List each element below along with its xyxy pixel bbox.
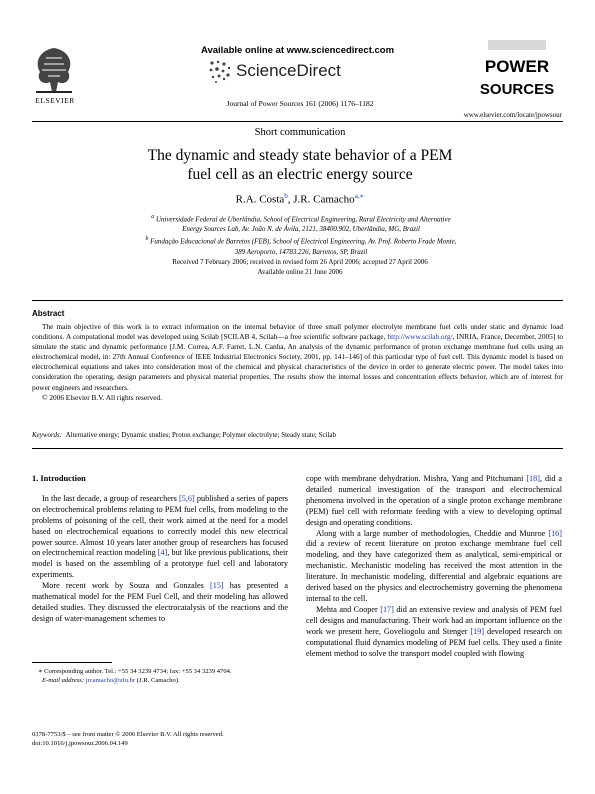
citation-link-5-6[interactable]: [5,6]	[178, 493, 195, 503]
affiliation-b-line-2: 389 Aeroporto, 14783.226, Barretos, SP, Brazil	[234, 247, 368, 256]
affiliations	[96, 212, 506, 257]
author-costa-affiliation-mark[interactable]: b	[284, 192, 288, 200]
available-online-text: Available online at www.sciencedirect.com	[200, 45, 395, 56]
available-online-date: Available online 21 June 2006	[257, 268, 343, 276]
footnote-rule	[32, 662, 112, 663]
article-type: Short communication	[254, 127, 346, 138]
article-title	[100, 146, 500, 184]
intro-p1-text-c: , but like previous publications, their model is based on the assembling of a prototype fuel cell and laboratory experiments.	[32, 548, 288, 580]
received-dates: Received 7 February 2006; received in revised form 26 April 2006; accepted 27 April 2006	[172, 258, 428, 266]
doi-link[interactable]: doi:10.1016/j.jpowsour.2006.04.149	[32, 740, 128, 748]
citation-link-16[interactable]: [16]	[548, 528, 562, 538]
footnote-email-suffix: (J.R. Camacho).	[135, 677, 180, 684]
elsevier-tree-logo	[30, 42, 78, 96]
col2-p3-text-b: did an extensive review and analysis of PEM fuel cell designs and manufacturing. Their work had an important influence on the work we present here, Goveliogolu and Stenger	[306, 604, 563, 636]
col2-paragraph-1	[306, 474, 562, 529]
author-camacho: J.R. Camacho	[293, 193, 355, 206]
journal-url[interactable]: www.elsevier.com/locate/jpowsour	[463, 111, 562, 119]
scilab-link[interactable]: http://www.scilab.org/	[387, 332, 453, 342]
intro-p1-text-b: published a series of papers on electrochemical problems relating to PEM fuel cells, from modeling to the problems of poisoning of the cell, their work aimed at the need for a model based on electrochemical equations to correctly model this new electrical power source. Almost 10 years later another group of researchers has focused on electrochemical reaction modeling	[32, 493, 288, 558]
sciencedirect-wordmark: ScienceDirect	[236, 61, 341, 80]
keywords-list: Alternative energy; Dynamic studies; Proton exchange; Polymer electrolyte; Steady state; Scilab	[65, 431, 337, 439]
keywords-label: Keywords:	[32, 431, 63, 439]
abstract-body	[32, 322, 563, 403]
publisher-name: ELSEVIER	[35, 96, 75, 105]
footnote-email-label: E-mail address:	[42, 677, 85, 684]
intro-p1-text-a: In the last decade, a group of researchers	[42, 493, 179, 503]
article-dates	[120, 257, 480, 277]
intro-paragraph-1	[32, 494, 288, 581]
abstract-bottom-divider	[32, 448, 563, 449]
citation-link-4[interactable]: [4]	[157, 548, 168, 558]
abstract-heading: Abstract	[32, 309, 65, 318]
abstract-text-2: , INRIA, France, December, 2005] to simulate the static and dynamic performance [J.M. Correa, A.F. Farret, L.N. Canha, An analysis of the dynamic performance of proton exchange membrane fuel cells using an electrochemical model, in: 27th Annual Conference of IEEE Industrial Electronics Society, 2001, pp. 141–146] of this particular type of fuel cell. This dynamic model is based on electrochemical equations and takes into consideration most of the chemical and physical characteristics of the device in order to generate electric power. The model takes into consideration the operating, design parameters and physical material properties. The results show the internal losses and concentration effects behavior, which are of interest for power engineers and researchers.	[32, 332, 563, 392]
col2-p3-text-c: developed research on computational fluid dynamics modeling of PEM fuel cells. They used a finite element method to solve the transport model coupled with flowing	[306, 626, 562, 658]
right-column	[306, 474, 562, 659]
issn-copyright: 0378-7753/$ – see front matter © 2006 Elsevier B.V. All rights reserved.	[32, 731, 224, 738]
affiliation-a-line-2: Energy Sources Lab, Av. João N. de Ávila, 2121, 38400.902, Uberlândia, MG, Brazil	[182, 225, 420, 234]
intro-p2-text-a: More recent work by Souza and Gonzales	[42, 581, 211, 591]
introduction-heading: 1. Introduction	[32, 474, 86, 483]
journal-citation: Journal of Power Sources 161 (2006) 1176–1182	[226, 99, 374, 108]
citation-link-18[interactable]: [18]	[526, 474, 540, 483]
abstract-top-divider	[32, 300, 563, 301]
col2-paragraph-2	[306, 529, 562, 605]
affiliation-b-line-1: Fundação Educacional de Barretos (FEB), School of Electrical Engineering, Av. Prof. Roberto Frade Monte,	[150, 237, 457, 246]
journal-cover-logo	[480, 38, 554, 108]
citation-link-19[interactable]: [19]	[470, 626, 485, 636]
keywords-line	[32, 431, 563, 439]
author-list	[150, 192, 450, 206]
col2-paragraph-3	[306, 605, 562, 660]
intro-paragraph-2	[32, 581, 288, 625]
author-costa: R.A. Costa	[235, 193, 285, 206]
affiliation-a-mark: a	[151, 214, 155, 220]
col2-p1-text-b: , did a detailed numerical investigation of the transport and electrochemical phenomena involved in the operation of a single proton exchange membrane (PEM) fuel cell with reformate feeding with a view to developing optimal design and operating conditions.	[306, 474, 562, 527]
citation-link-15[interactable]: [15]	[210, 581, 224, 591]
author-camacho-affiliation-mark[interactable]: a,∗	[354, 192, 365, 200]
col2-p2-text-b: did a review of recent literature on proton exchange membrane fuel cell modeling, and they have categorized them as analytical, semi-empirical or mechanistic. Mechanistic modeling has received the most attention in the literature. In mechanistic modeling, differential and algebraic equations are derived based on the physics and electrochemistry governing the phenomena internal to the cell.	[306, 539, 562, 603]
intro-p2-text-b: has presented a mathematical model for the PEM Fuel Cell, and their modeling has allowed detailed studies. They discussed the electrocatalysis of the reactions and the design of water-management schemes to	[32, 581, 288, 623]
journal-logo-line2: SOURCES	[480, 81, 554, 98]
front-matter-footer	[32, 730, 332, 748]
journal-logo-line1: POWER	[484, 57, 550, 76]
author-email-link[interactable]: jrcamacho@ufu.br	[85, 677, 136, 684]
footnote-contact: ∗ Corresponding author. Tel.: +55 34 3239 4734; fax: +55 34 3239 4704.	[38, 668, 232, 675]
sciencedirect-dots-icon	[207, 58, 233, 84]
title-line-2: fuel cell as an electric energy source	[187, 166, 413, 183]
affiliation-b-mark: b	[145, 236, 149, 243]
col2-p1-text-a: cope with membrane dehydration. Mishra, Yang and Pitchumani	[306, 474, 527, 483]
col2-p2-text-a: Along with a large number of methodologies, Cheddie and Munroe	[316, 528, 549, 538]
col2-p3-text-a: Mehta and Cooper	[316, 604, 381, 614]
citation-link-17[interactable]: [17]	[380, 604, 394, 614]
title-line-1: The dynamic and steady state behavior of a PEM	[147, 147, 453, 164]
corresponding-author-footnote	[32, 667, 288, 685]
abstract-text-1: The main objective of this work is to extract information on the internal behavior of three small polymer electrolyte membrane fuel cells under static and dynamic load conditions. A computational model was developed using Scilab [SCILAB 4, Scilab—a free scientific software package,	[32, 322, 563, 342]
author-separator: ,	[287, 193, 294, 206]
abstract-copyright: © 2006 Elsevier B.V. All rights reserved.	[42, 392, 162, 402]
left-column	[32, 474, 288, 625]
affiliation-a-line-1: Universidade Federal de Uberlândia, School of Electrical Engineering, Rural Electricity and Alternative	[155, 215, 451, 224]
header-divider	[32, 121, 563, 122]
